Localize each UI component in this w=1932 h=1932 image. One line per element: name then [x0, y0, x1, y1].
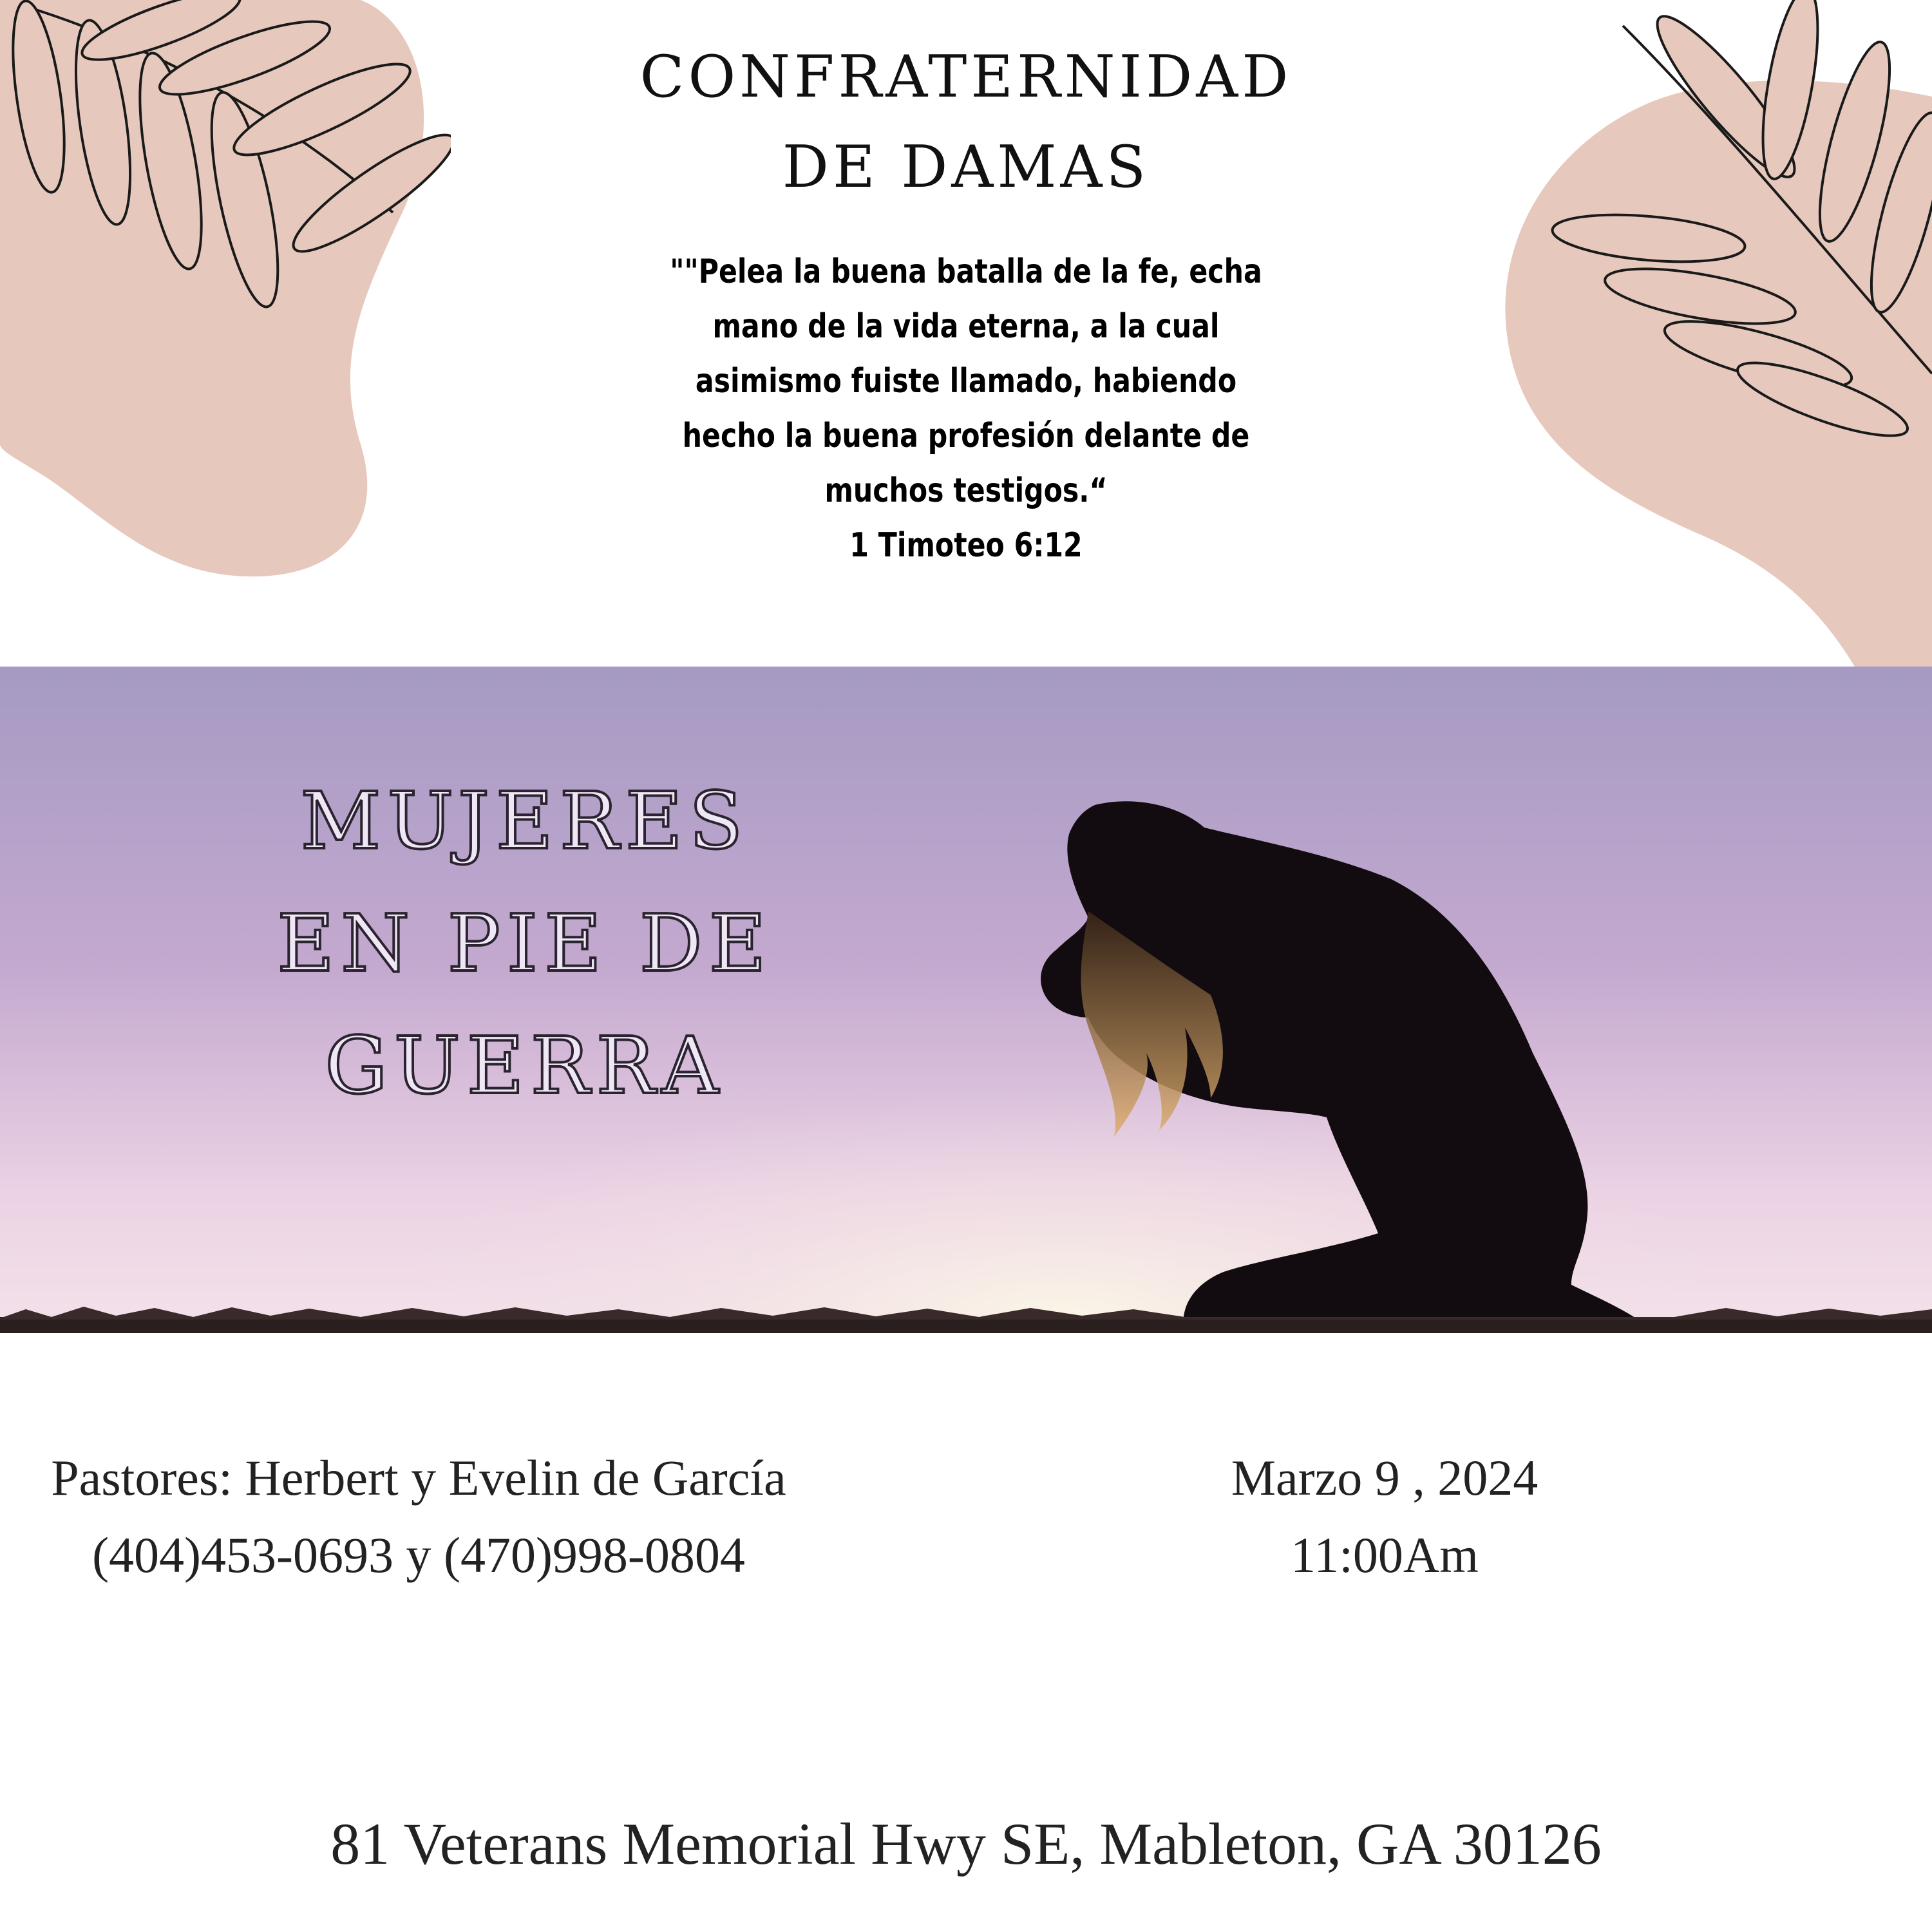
pastors-info: [19, 1439, 818, 1594]
decorative-blob-top-right: [1455, 0, 1932, 667]
bible-verse: [649, 245, 1283, 573]
title-line-1: CONFRATERNIDAD: [639, 43, 1293, 111]
event-date: Marzo 9 , 2024: [1231, 1450, 1539, 1506]
decorative-blob-top-left: [0, 0, 451, 592]
banner-title-line-2: EN PIE DE GUERRA: [277, 898, 773, 1112]
pastors-names: Pastores: Herbert y Evelin de García: [51, 1450, 786, 1506]
banner-title-line-1: MUJERES: [300, 775, 750, 867]
event-address: 81 Veterans Memorial Hwy SE, Mableton, GA 30126: [330, 1811, 1602, 1877]
title-line-2: DE DAMAS: [782, 133, 1150, 201]
verse-line: muchos testigos.“: [824, 471, 1108, 510]
event-time: 11:00Am: [1291, 1527, 1479, 1583]
banner-title: [129, 760, 921, 1127]
banner-image: [0, 667, 1932, 1333]
verse-line: hecho la buena profesión delante de: [682, 417, 1250, 455]
verse-line: mano de la vida eterna, a la cual: [712, 307, 1220, 346]
pastors-phones: (404)453-0693 y (470)998-0804: [92, 1527, 745, 1583]
verse-line: asimismo fuiste llamado, habiendo: [695, 362, 1237, 401]
event-datetime: [1127, 1439, 1642, 1594]
page-title: [515, 32, 1417, 213]
verse-line: ""Pelea la buena batalla de la fe, echa: [670, 252, 1262, 291]
verse-reference: 1 Timoteo 6:12: [849, 526, 1083, 565]
